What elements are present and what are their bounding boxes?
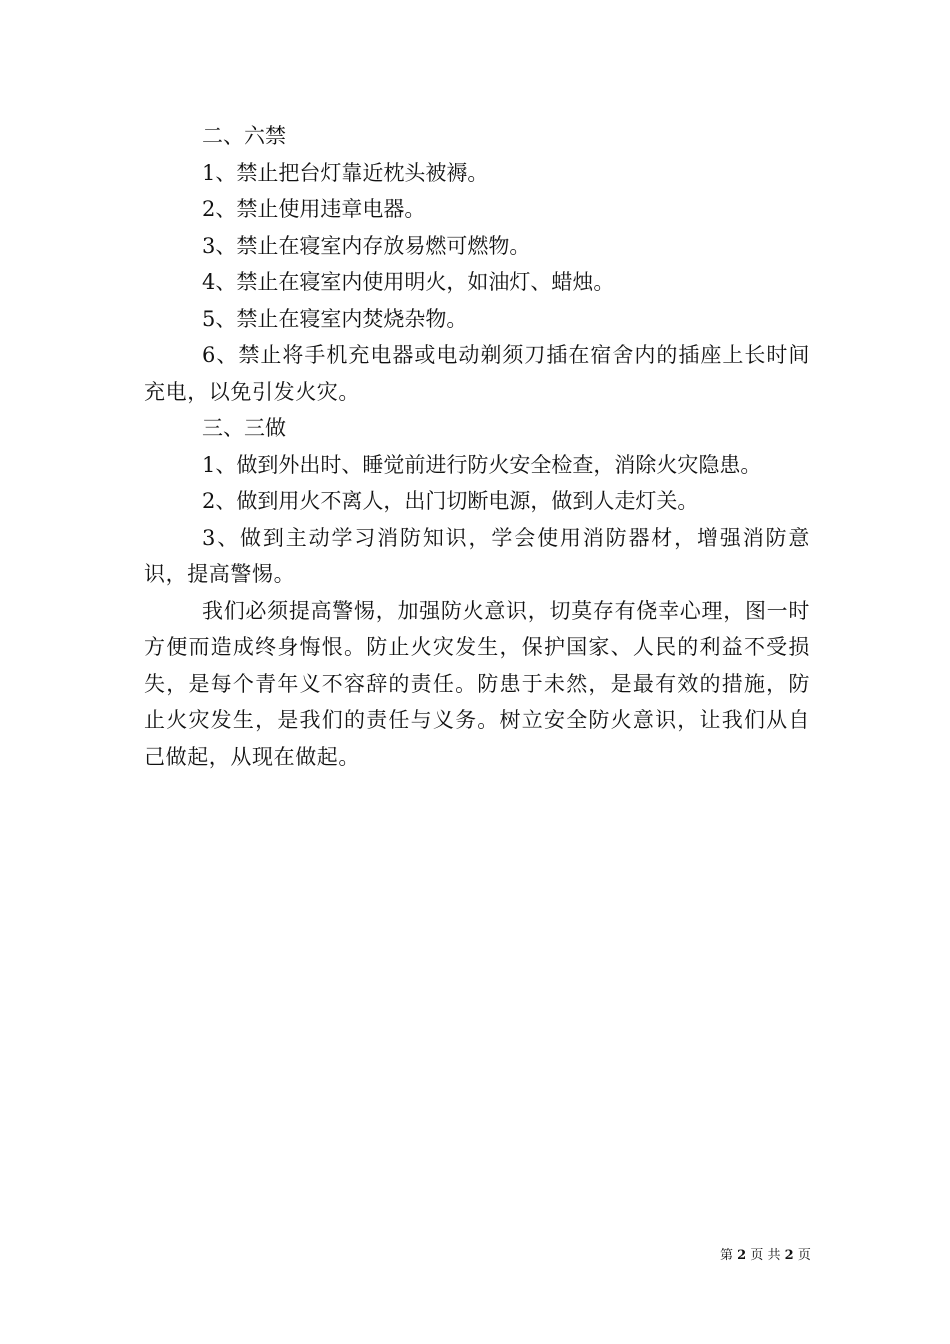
prohibition-item-5: 5、禁止在寝室内焚烧杂物。	[202, 306, 468, 331]
prohibition-item-3: 3、禁止在寝室内存放易燃可燃物。	[202, 233, 531, 258]
total-page-number: 2	[784, 1248, 794, 1263]
do-item-3: 3、做到主动学习消防知识，学会使用消防器材，增强消防意识，提高警惕。	[144, 525, 810, 586]
prohibition-item-4: 4、禁止在寝室内使用明火，如油灯、蜡烛。	[202, 270, 615, 294]
closing-paragraph: 我们必须提高警惕，加强防火意识，切莫存有侥幸心理，图一时方便而造成终身悔恨。防止火灾发生，保护国家、人民的利益不受损失，是每个青年义不容辞的责任。防患于未然，是最有效的措施，防止火灾发生，是我们的责任与义务。树立安全防火意识，让我们从自己做起，从现在做起。	[144, 598, 810, 769]
footer-prefix: 第	[720, 1248, 734, 1263]
footer-suffix: 页	[797, 1248, 811, 1263]
section-heading-three-dos: 三、三做	[202, 416, 286, 440]
prohibition-item-1: 1、禁止把台灯靠近枕头被褥。	[202, 160, 489, 185]
prohibition-item-6: 6、禁止将手机充电器或电动剃须刀插在宿舍内的插座上长时间充电，以免引发火灾。	[144, 343, 810, 404]
section-heading-six-prohibitions: 二、六禁	[202, 124, 286, 148]
prohibition-item-2: 2、禁止使用违章电器。	[202, 197, 426, 221]
current-page-number: 2	[737, 1248, 747, 1263]
footer-middle: 页 共	[750, 1248, 781, 1263]
page-footer	[720, 1247, 811, 1265]
document-body	[144, 118, 810, 775]
do-item-2: 2、做到用火不离人，出门切断电源，做到人走灯关。	[202, 489, 699, 513]
do-item-1: 1、做到外出时、睡觉前进行防火安全检查，消除火灾隐患。	[202, 452, 762, 477]
